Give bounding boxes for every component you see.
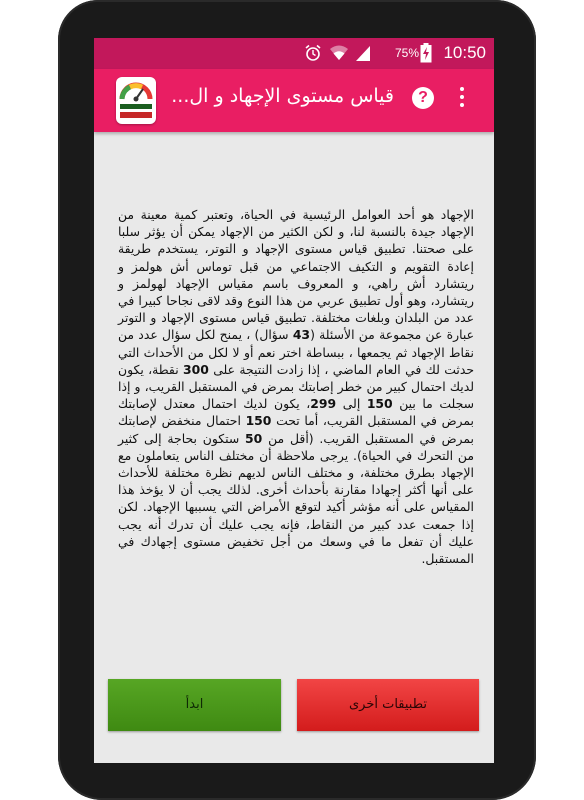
- alarm-icon: [304, 44, 322, 62]
- battery-icon: [420, 43, 432, 63]
- help-icon[interactable]: ?: [412, 87, 434, 109]
- wifi-icon: [329, 44, 349, 62]
- signal-icon: [355, 44, 371, 62]
- description-text: الإجهاد هو أحد العوامل الرئيسية في الحياة، وتعتبر كمية معينة من الإجهاد جيدة بالنسبة لنا، و لكن الكثير من الإجهاد يمكن أن يؤثر سلبا على صحتنا. تطبيق قياس مستوى الإجهاد و التوتر، يستخدم طريقة إعادة التقويم و التكيف الاجتماعي من قبل توماس أش هولمز و ريتشارد أش راهي، و المعروف باسم مقياس الإجهاد لهولمز و ريتشارد، وهو أول تطبيق عربي من هذا النوع وقد لاقى نجاحا كبيرا في عدد من البلدان وبلغات مختلفة. تطبيق قياس مستوى الإجهاد و التوتر عبارة عن مجموعة من الأسئلة (43 سؤال) ، يمنح لكل سؤال عدد من نقاط الإجهاد ثم يجمعها ، ببساطة اختر نعم أو لا لكل من الأحداث التي حدثت لك في العام الماضي ، إذا زادت النتيجة على 300 نقطة، يكون لديك احتمال كبير من خطر إصابتك بمرض في المستقبل القريب، و إذا سجلت ما بين 150 إلى 299، يكون لديك احتمال معتدل لإصابتك بمرض في المستقبل القريب، أما تحت 150 احتمال منخفض لإصابتك بمرض في المستقبل القريب. (أقل من 50 ستكون بحاجة إلى كثير من التحرك في الحياة). يرجى ملاحظة أن مختلف الناس يتعاملون مع الإجهاد بطرق مختلفة، و مختلف الناس لديهم نظرة مختلفة للأحداث على أنها أكثر إجهادا مقارنة بأحداث أخرى. لذلك يجب أن لا يؤخذ هذا المقياس على أنه مؤشر أكيد لتوقع الأمراض التي يسببها الإجهاد. لكن إذا جمعت عدد كبير من النقاط، فإنه يجب عليك أن تدرك أنه يجب عليك أن تفعل ما في وسعك من أجل تخفيض مستوى إجهادك في المستقبل.: [118, 207, 474, 567]
- device-screen: [94, 38, 494, 763]
- status-bar: [94, 38, 494, 69]
- app-bar: [94, 69, 494, 132]
- app-logo: [116, 77, 156, 124]
- status-time: 10:50: [443, 43, 486, 62]
- overflow-menu-icon[interactable]: [454, 87, 470, 111]
- other-apps-button[interactable]: تطبيقات أخرى: [297, 679, 479, 731]
- app-title: قياس مستوى الإجهاد و ال...: [171, 85, 394, 107]
- start-button[interactable]: ابدأ: [108, 679, 281, 731]
- battery-percent: 75%: [394, 46, 419, 60]
- gauge-icon: [116, 77, 156, 124]
